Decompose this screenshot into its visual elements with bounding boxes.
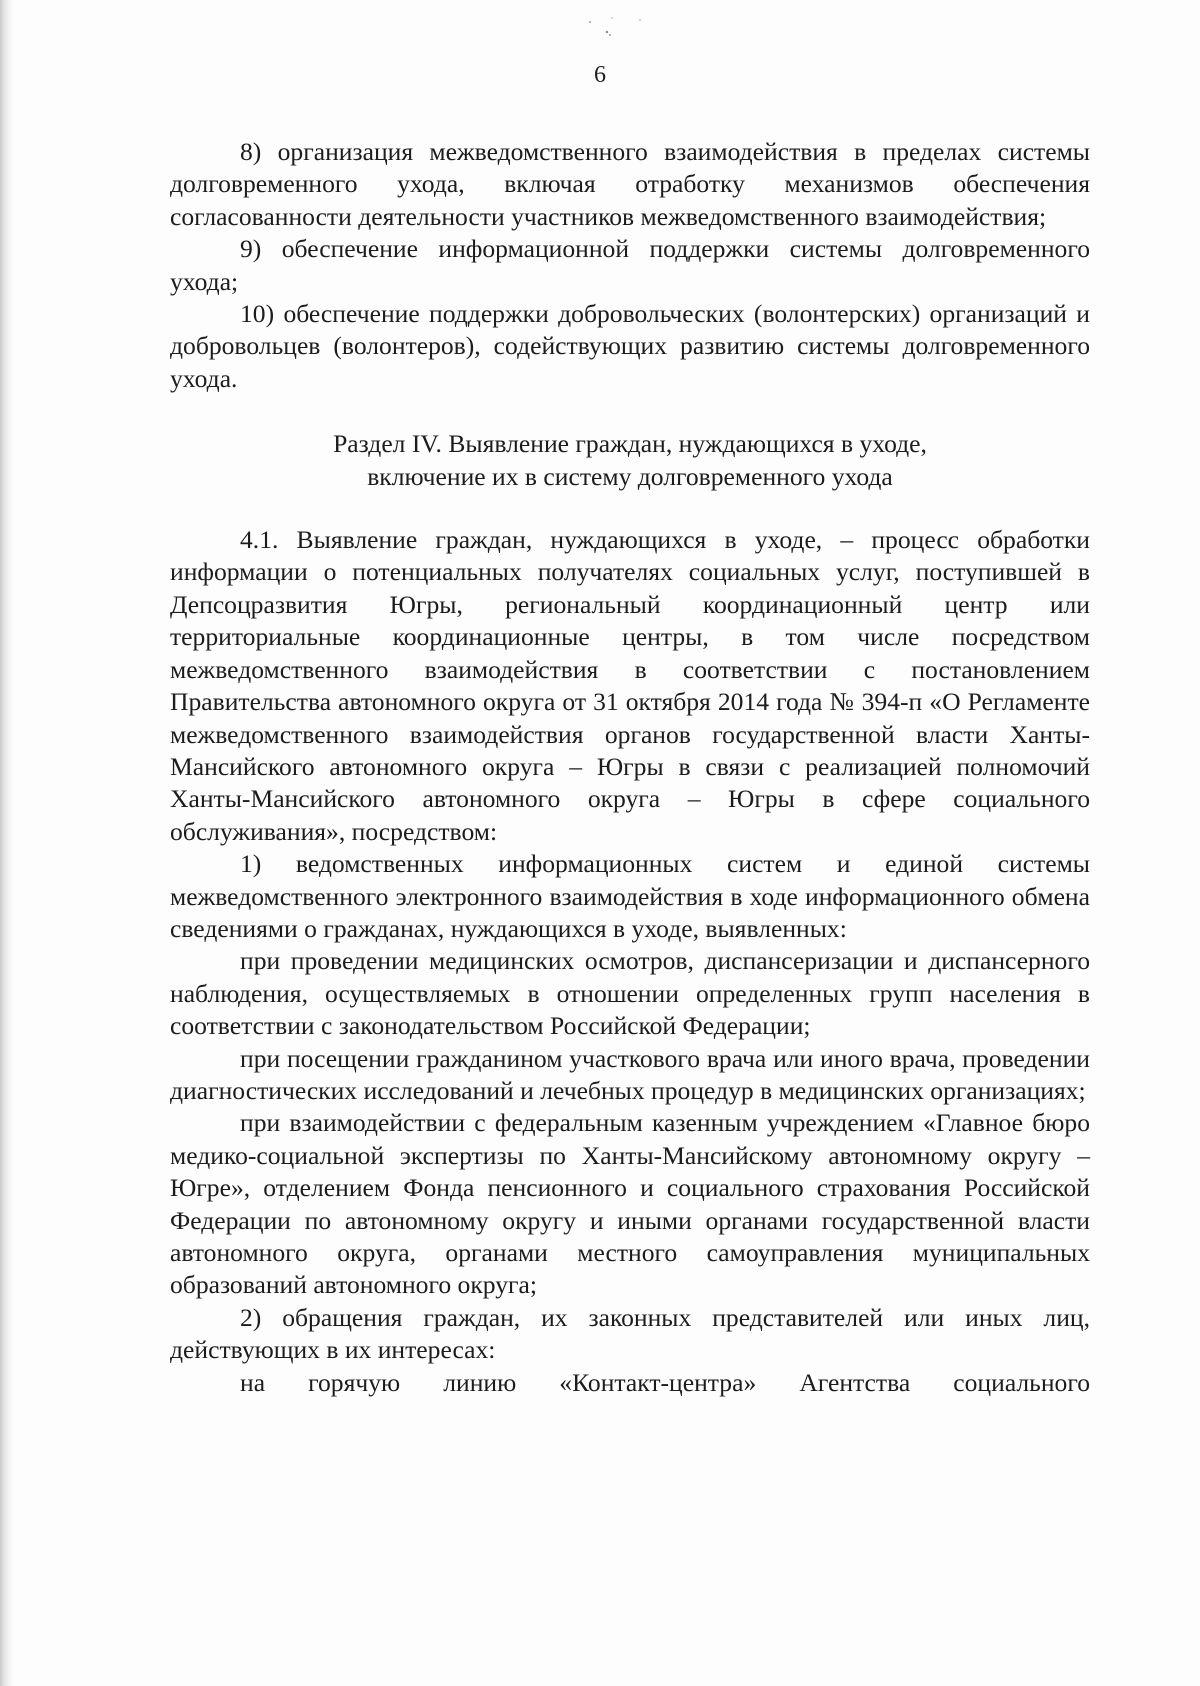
paragraph-4-1: 4.1. Выявление граждан, нуждающихся в уходе, – процесс обработки информации о потенциальных получателях социальных услуг, поступившей в Депсоцразвития Югры, региональный координационный центр или территориальные координационные центры, в том числе посредством межведомственного взаимодействия в соответствии с постановлением Правительства автономного округа от 31 октября 2014 года № 394-п «О Регламенте межведомственного взаимодействия органов государственной власти Ханты-Мансийского автономного округа – Югры в связи с реализацией полномочий Ханты-Мансийского автономного округа – Югры в сфере социального обслуживания», посредством: <box>170 525 1090 846</box>
section-title-line-2: включение их в систему долговременного ухода <box>367 461 893 491</box>
bullet-medical-examinations: при проведении медицинских осмотров, диспансеризации и диспансерного наблюдения, осуществляемых в отношении определенных групп населения в соответствии с законодательством Российской Федерации; <box>170 946 1090 1041</box>
list-item-10: 10) обеспечение поддержки добровольческих (волонтерских) организаций и добровольцев (волонтеров), содействующих развитию системы долговременного ухода. <box>170 299 1090 393</box>
bullet-doctor-visits: при посещении гражданином участкового врача или иного врача, проведении диагностических исследований и лечебных процедур в медицинских организациях; <box>170 1043 1090 1105</box>
scan-specks <box>560 8 670 48</box>
list-item-9: 9) обеспечение информационной поддержки системы долговременного ухода; <box>170 234 1090 296</box>
section-title-line-1: Раздел IV. Выявление граждан, нуждающихся в уходе, <box>333 429 927 459</box>
subitem-1: 1) ведомственных информационных систем и единой системы межведомственного электронного взаимодействия в ходе информационного обмена сведениями о гражданах, нуждающихся в уходе, выявленных: <box>170 849 1090 943</box>
page-number: 6 <box>594 62 606 88</box>
section-heading <box>170 428 1090 493</box>
subitem-2: 2) обращения граждан, их законных представителей или иных лиц, действующих в их интересах: <box>170 1302 1090 1365</box>
bullet-interaction-institutions: при взаимодействии с федеральным казенным учреждением «Главное бюро медико-социальной экспертизы по Ханты-Мансийскому автономному округу – Югре», отделением Фонда пенсионного и социального страхования Российской Федерации по автономному округу и иными органами государственной власти автономного округа, органами местного самоуправления муниципальных образований автономного округа; <box>170 1108 1090 1300</box>
list-item-8: 8) организация межведомственного взаимодействия в пределах системы долговременного ухода, включая отработку механизмов обеспечения согласованности деятельности участников межведомственного взаимодействия; <box>170 137 1090 231</box>
document-body <box>170 136 1090 1399</box>
scan-left-edge <box>0 0 14 1686</box>
bullet-hotline: на горячую линию «Контакт-центра» Агентства социального <box>240 1367 1090 1397</box>
